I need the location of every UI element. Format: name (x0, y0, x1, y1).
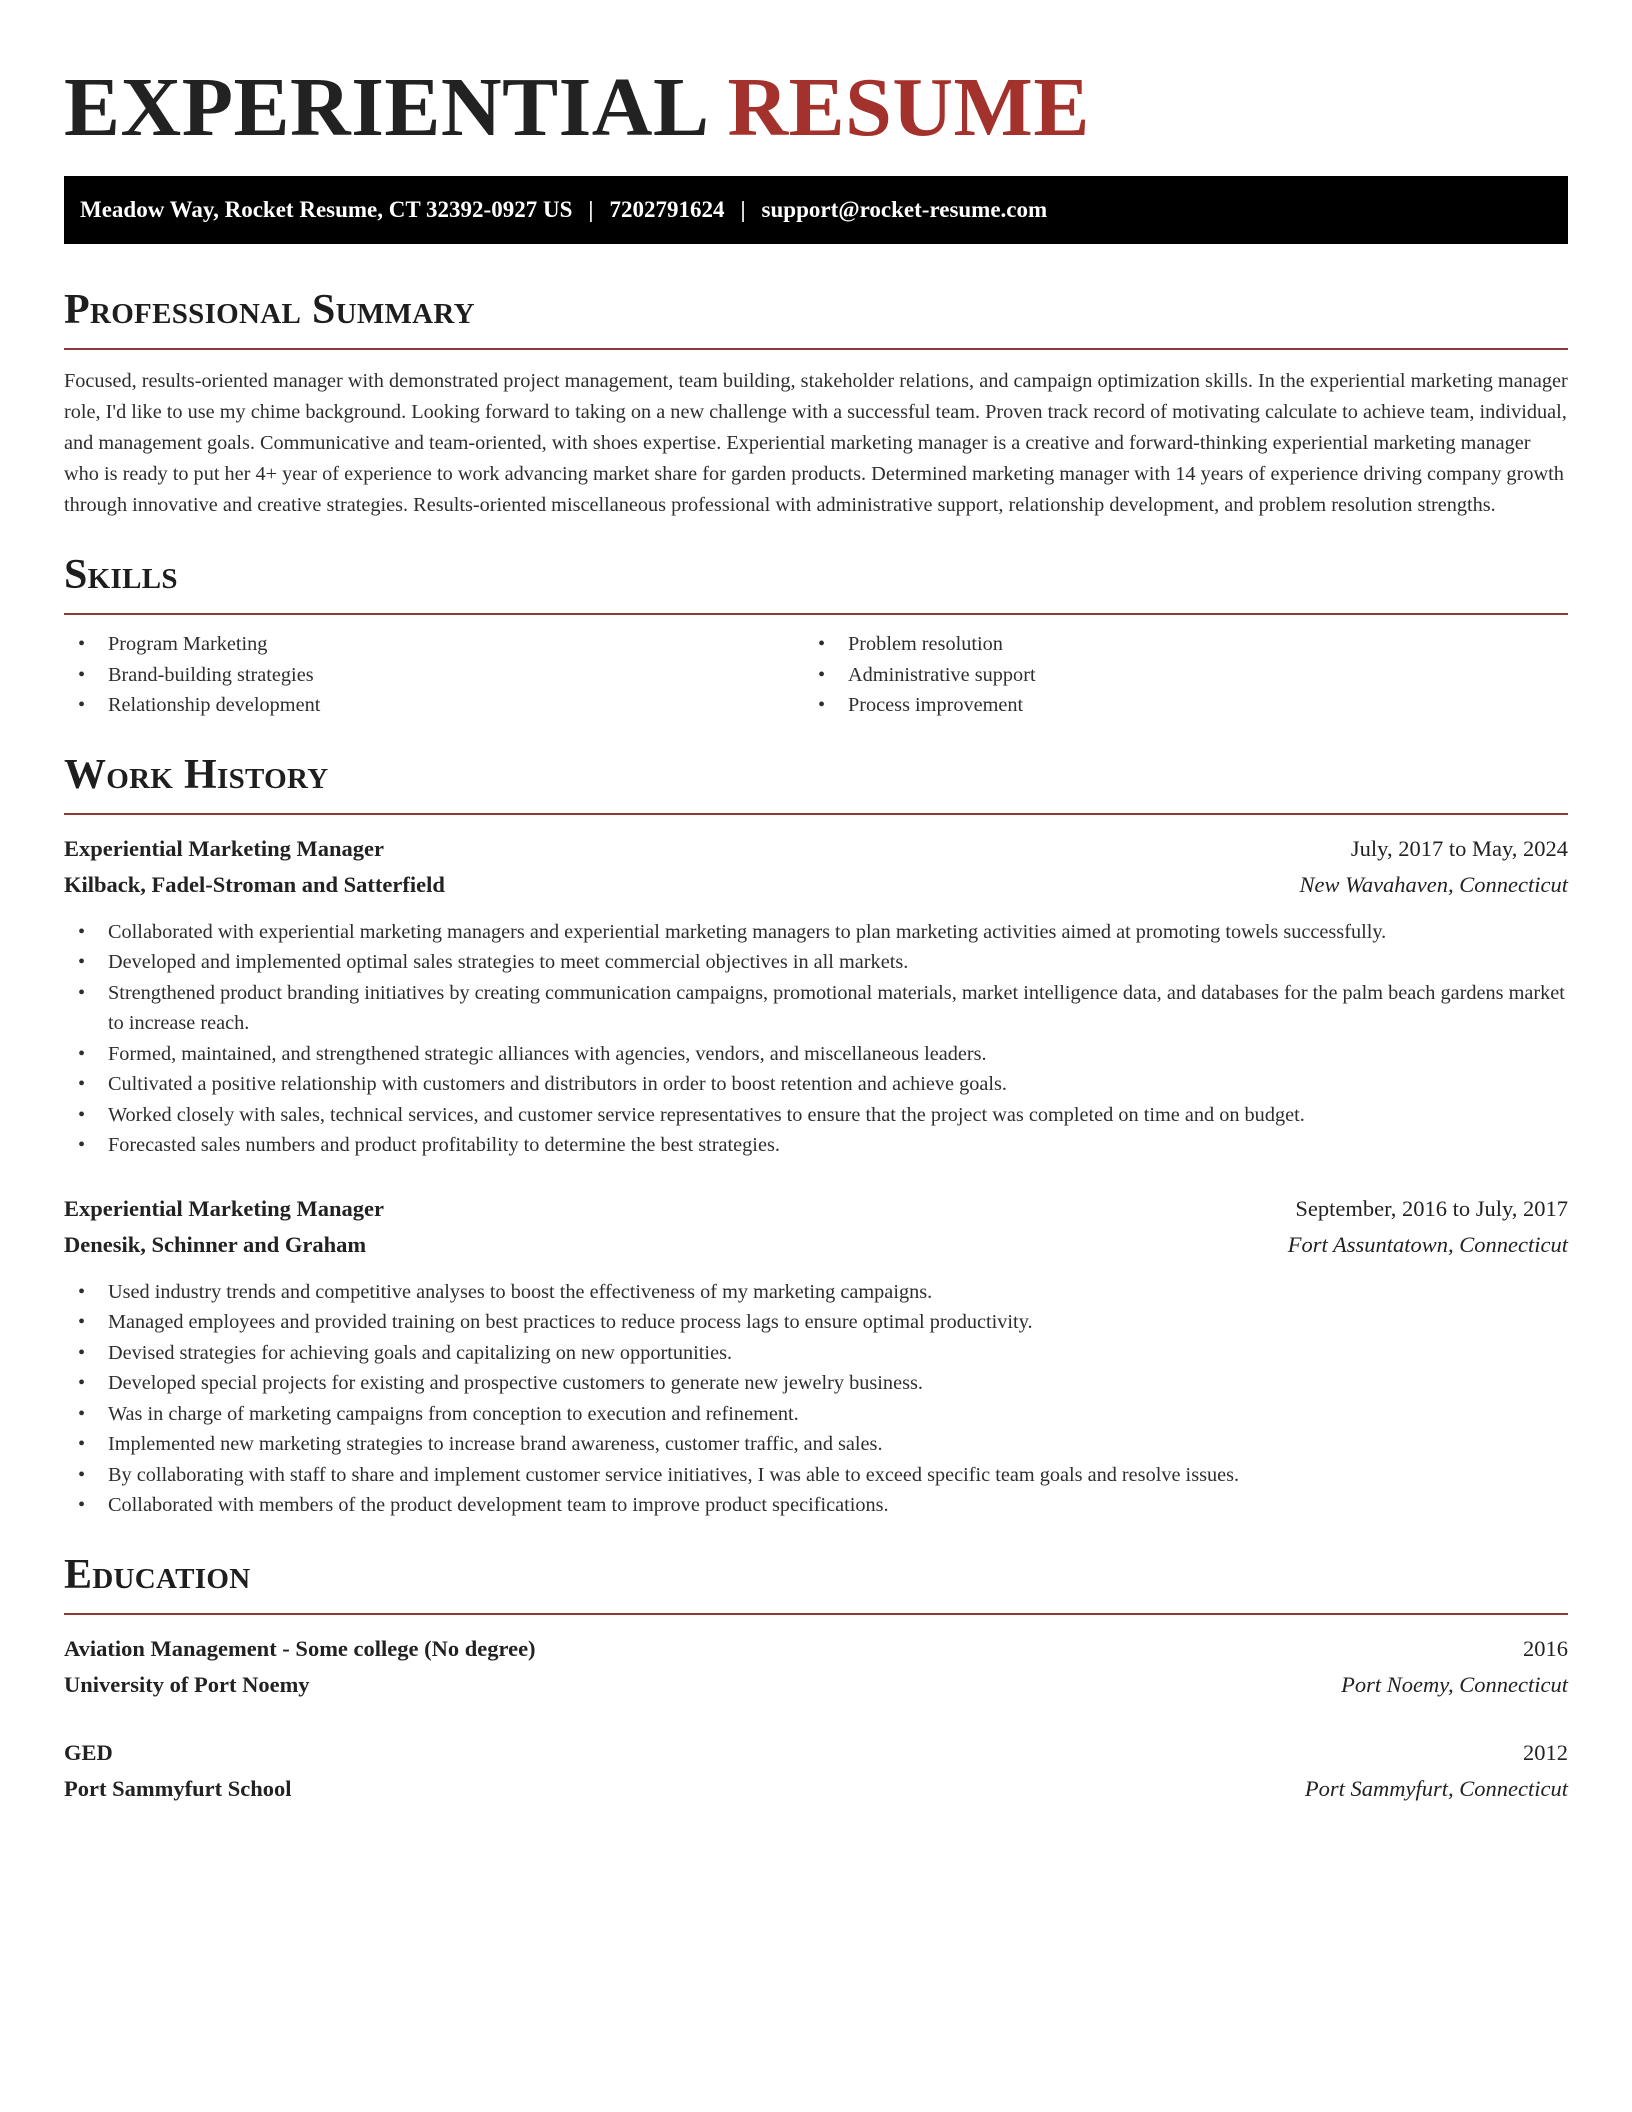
job-title: Experiential Marketing Manager (64, 835, 384, 861)
job-bullet: • Cultivated a positive relationship with customers and distributors in order to boost retention and achieve goals. (64, 1069, 1568, 1100)
skills-section (64, 549, 1568, 721)
education-entry (64, 1631, 1568, 1703)
job-bullet: • Developed special projects for existing and prospective customers to generate new jewelry business. (64, 1368, 1568, 1399)
job-bullet: • Strengthened product branding initiatives by creating communication campaigns, promotional materials, market intelligence data, and databases for the palm beach gardens market to increase reach. (64, 978, 1568, 1039)
section-divider (64, 613, 1568, 615)
education-entry (64, 1735, 1568, 1807)
education-degree-row (64, 1631, 1568, 1667)
education-degree: GED (64, 1739, 113, 1765)
job-company-row (64, 867, 1568, 903)
summary-section (64, 284, 1568, 521)
job-title: Experiential Marketing Manager (64, 1195, 384, 1221)
job-bullet: • Formed, maintained, and strengthened strategic alliances with agencies, vendors, and miscellaneous leaders. (64, 1039, 1568, 1070)
education-school: Port Sammyfurt School (64, 1775, 292, 1801)
education-school-row (64, 1667, 1568, 1703)
job-bullet: • By collaborating with staff to share and implement customer service initiatives, I was able to exceed specific team goals and resolve issues. (64, 1460, 1568, 1491)
job-bullet: • Managed employees and provided training on best practices to reduce process lags to ensure optimal productivity. (64, 1307, 1568, 1338)
skill-item: • Administrative support (804, 660, 1544, 691)
education-location: Port Sammyfurt, Connecticut (1304, 1775, 1568, 1801)
section-divider (64, 813, 1568, 815)
skill-item: • Program Marketing (64, 629, 804, 660)
contact-bar (64, 176, 1568, 244)
education-section (64, 1549, 1568, 1807)
job-title-row (64, 1191, 1568, 1227)
contact-email: support@rocket-resume.com (761, 197, 1048, 222)
job-entry (64, 1191, 1568, 1521)
job-bullet: • Developed and implemented optimal sales strategies to meet commercial objectives in all markets. (64, 947, 1568, 978)
job-bullet: • Worked closely with sales, technical services, and customer service representatives to ensure that the project was completed on time and on budget. (64, 1100, 1568, 1131)
job-bullet: • Devised strategies for achieving goals and capitalizing on new opportunities. (64, 1338, 1568, 1369)
job-bullet: • Forecasted sales numbers and product profitability to determine the best strategies. (64, 1130, 1568, 1161)
title-first-word: EXPERIENTIAL (64, 61, 710, 154)
skill-item: • Relationship development (64, 690, 804, 721)
job-entry (64, 831, 1568, 1161)
job-bullets (64, 917, 1568, 1161)
education-school-row (64, 1771, 1568, 1807)
contact-separator: | (740, 197, 746, 222)
job-location: New Wavahaven, Connecticut (1299, 871, 1568, 897)
job-location: Fort Assuntatown, Connecticut (1287, 1231, 1568, 1257)
skill-item: • Process improvement (804, 690, 1544, 721)
job-bullet: • Implemented new marketing strategies to increase brand awareness, customer traffic, and sales. (64, 1429, 1568, 1460)
section-divider (64, 348, 1568, 350)
skill-item: • Brand-building strategies (64, 660, 804, 691)
job-title-row (64, 831, 1568, 867)
work-history-heading: Work History (64, 751, 329, 798)
title-second-word: RESUME (727, 61, 1090, 154)
job-company-row (64, 1227, 1568, 1263)
job-dates: July, 2017 to May, 2024 (1350, 835, 1568, 861)
skills-column-left (64, 629, 804, 721)
contact-separator: | (588, 197, 594, 222)
job-company: Denesik, Schinner and Graham (64, 1231, 367, 1257)
summary-heading: Professional Summary (64, 287, 475, 333)
section-divider (64, 1613, 1568, 1615)
skills-column-right (804, 629, 1544, 721)
work-history-section (64, 749, 1568, 1521)
resume-page (64, 0, 1568, 1807)
summary-text: Focused, results-oriented manager with demonstrated project management, team building, stakeholder relations, and campaign optimization skills. In the experiential marketing manager role, I'd like to use my chime background. Looking forward to taking on a new challenge with a successful team. Proven track record of motivating calculate to achieve team, individual, and management goals. Communicative and team-oriented, with shoes expertise. Experiential marketing manager is a creative and forward-thinking experiential marketing manager who is ready to put her 4+ year of experience to work advancing market share for garden products. Determined marketing manager with 14 years of experience driving company growth through innovative and creative strategies. Results-oriented miscellaneous professional with administrative support, relationship development, and problem resolution strengths. (64, 370, 1568, 516)
skill-item: • Problem resolution (804, 629, 1544, 660)
education-year: 2012 (1523, 1739, 1568, 1765)
education-school: University of Port Noemy (64, 1671, 310, 1697)
education-degree-row (64, 1735, 1568, 1771)
skills-heading: Skills (64, 552, 178, 598)
contact-phone: 7202791624 (609, 197, 725, 222)
contact-address: Meadow Way, Rocket Resume, CT 32392-0927 US (80, 197, 573, 222)
job-dates: September, 2016 to July, 2017 (1295, 1195, 1568, 1221)
education-location: Port Noemy, Connecticut (1341, 1671, 1568, 1697)
job-bullet: • Collaborated with experiential marketing managers and experiential marketing managers to plan marketing activities aimed at promoting towels successfully. (64, 917, 1568, 948)
education-degree: Aviation Management - Some college (No degree) (64, 1635, 536, 1661)
job-bullet: • Was in charge of marketing campaigns from conception to execution and refinement. (64, 1399, 1568, 1430)
job-company: Kilback, Fadel-Stroman and Satterfield (64, 871, 445, 897)
job-bullet: • Used industry trends and competitive analyses to boost the effectiveness of my marketing campaigns. (64, 1277, 1568, 1308)
job-bullet: • Collaborated with members of the product development team to improve product specifications. (64, 1490, 1568, 1521)
education-heading: Education (64, 1551, 251, 1598)
job-bullets (64, 1277, 1568, 1521)
resume-title (64, 0, 1568, 160)
skills-list (64, 629, 1568, 721)
education-year: 2016 (1523, 1635, 1568, 1661)
